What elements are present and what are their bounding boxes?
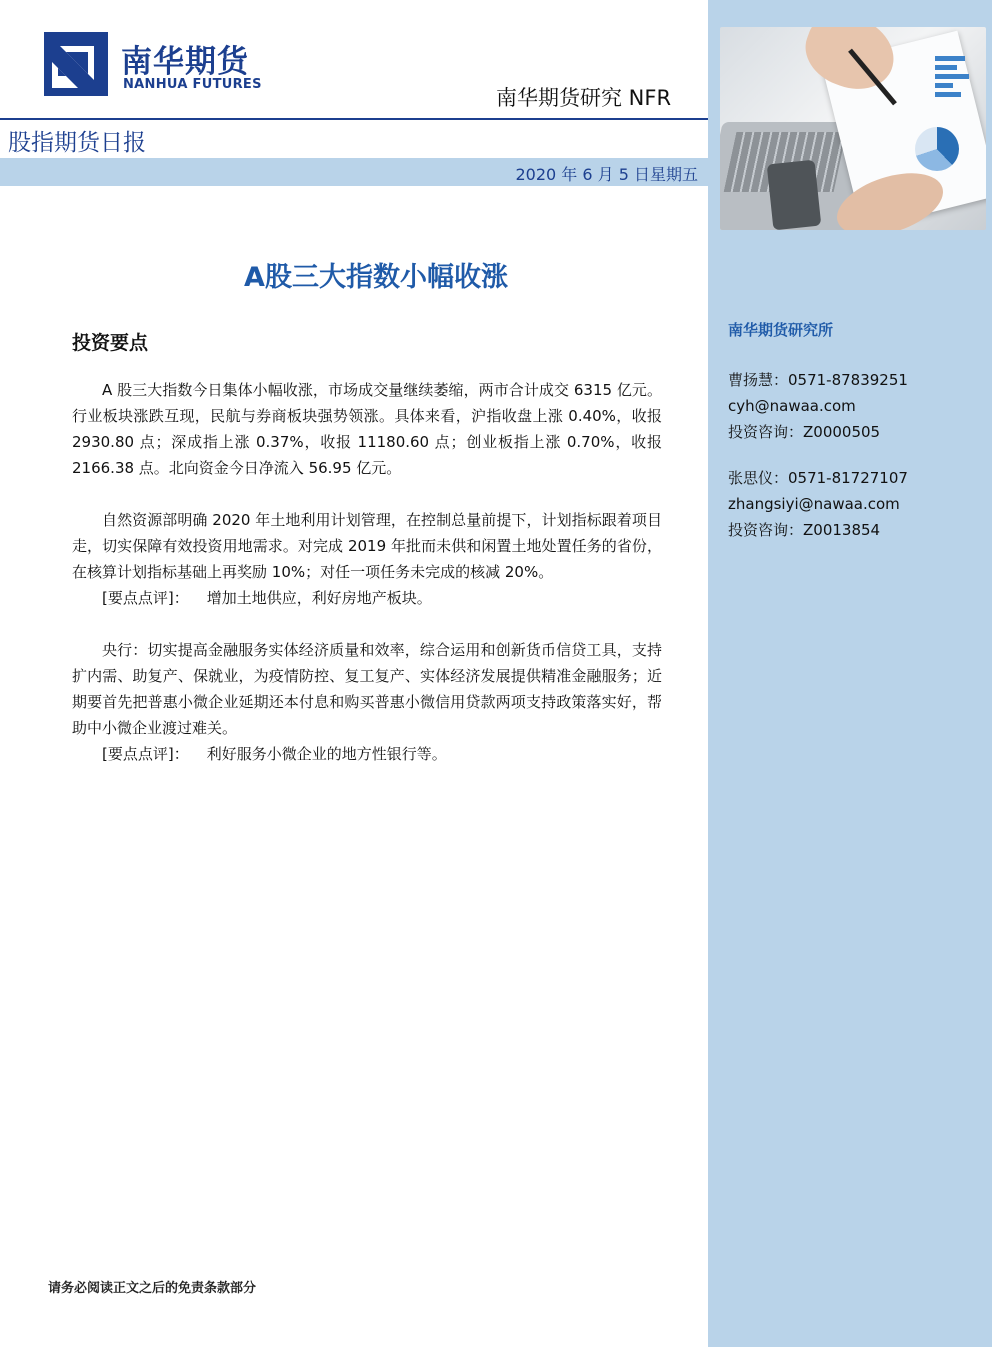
comment-bank (72, 741, 662, 767)
comment-land (72, 585, 662, 611)
contact-card (728, 465, 908, 543)
contact-license: 投资咨询：Z0000505 (728, 423, 881, 441)
contact-email[interactable]: cyh@nawaa.com (728, 397, 856, 415)
contact-name-phone: 张思仪：0571-81727107 (728, 469, 908, 487)
contact-card (728, 367, 908, 445)
header-divider (0, 118, 708, 120)
pie-chart-graphic (915, 127, 959, 171)
business-photo (720, 27, 986, 230)
section-title: 投资要点 (72, 332, 149, 354)
comment-text: 增加土地供应，利好房地产板块。 (206, 589, 432, 607)
comment-text: 利好服务小微企业的地方性银行等。 (206, 745, 447, 763)
institute-name: 南华期货研究所 (728, 321, 834, 339)
nanhua-logo-icon (44, 32, 108, 96)
brand-name-en: NANHUA FUTURES (123, 77, 262, 92)
paragraph-central-bank: 央行：切实提高金融服务实体经济质量和效率，综合运用和创新货币信贷工具，支持扩内需、助复产、保就业，为疫情防控、复工复产、实体经济发展提供精准金融服务；近期要首先把普惠小微企业延期还本付息和购买普惠小微信用贷款两项支持政策落实好，帮助中小微企业渡过难关。 (72, 641, 662, 737)
paragraph-land-policy: 自然资源部明确 2020 年土地利用计划管理，在控制总量前提下，计划指标跟着项目走，切实保障有效投资用地需求。对完成 2019 年批而未供和闲置土地处置任务的省份，在核算计划指标基础上再奖励 10%；对任一项任务未完成的核减 20%。 (72, 511, 662, 581)
contact-email[interactable]: zhangsiyi@nawaa.com (728, 495, 900, 513)
brand-name-cn: 南华期货 (121, 44, 249, 80)
paragraph-market: A 股三大指数今日集体小幅收涨，市场成交量继续萎缩，两市合计成交 6315 亿元。行业板块涨跌互现，民航与券商板块强势领涨。具体来看，沪指收盘上涨 0.40%，收报 2930.80 点；深成指上涨 0.37%，收报 11180.60 点；创业板指上涨 0.70%，收报 2166.38 点。北向资金今日净流入 56.95 亿元。 (72, 381, 662, 477)
comment-tag: [要点点评]： (102, 589, 189, 607)
date-bar (0, 158, 708, 186)
paper-bars-graphic (935, 52, 969, 101)
headline: A股三大指数小幅收涨 (244, 262, 508, 293)
comment-tag: [要点点评]： (102, 745, 189, 763)
report-date: 2020 年 6 月 5 日星期五 (515, 165, 698, 184)
research-label: 南华期货研究 NFR (496, 86, 672, 110)
contact-license: 投资咨询：Z0013854 (728, 521, 881, 539)
report-title: 股指期货日报 (8, 130, 146, 156)
article-body (72, 377, 662, 767)
phone-graphic (767, 160, 822, 230)
disclaimer: 请务必阅读正文之后的免责条款部分 (48, 1281, 257, 1296)
contact-name-phone: 曹扬慧：0571-87839251 (728, 371, 908, 389)
